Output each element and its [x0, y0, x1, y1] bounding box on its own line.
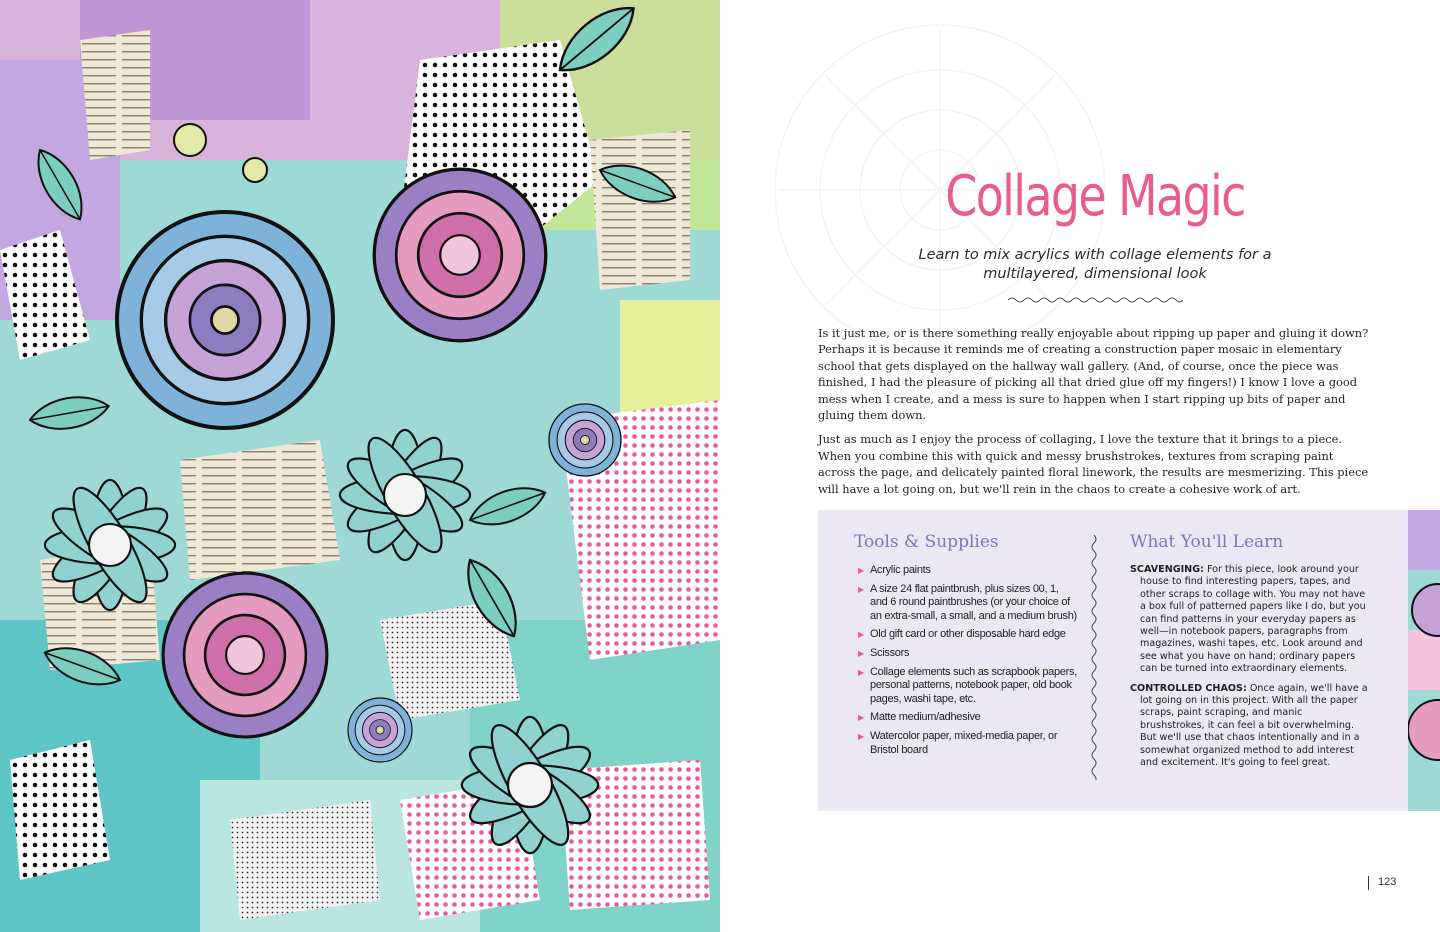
list-item-text: A size 24 flat paintbrush, plus sizes 00, 1, and 6 round paintbrushes (or your choice of an extra-small, a small, and a medium brush): [870, 582, 1077, 622]
list-item-text: Collage elements such as scrapbook papers, personal patterns, notebook paper, old book pages, washi tape, etc.: [870, 665, 1077, 705]
list-item: [858, 730, 1078, 757]
triangle-right-icon: ▶: [858, 648, 864, 658]
triangle-right-icon: ▶: [858, 731, 864, 741]
learn-term: SCAVENGING:: [1130, 564, 1204, 575]
learn-item: [1130, 683, 1370, 770]
list-item-text: Scissors: [870, 646, 910, 659]
wavy-line-icon: [1088, 535, 1100, 780]
page-number-text: 123: [1378, 876, 1397, 888]
learn-term: CONTROLLED CHAOS:: [1130, 682, 1247, 694]
learn-heading: What You'll Learn: [1130, 532, 1284, 552]
list-item-text: Old gift card or other disposable hard edge: [870, 628, 1066, 641]
list-item-text: Watercolor paper, mixed-media paper, or Bristol board: [870, 729, 1058, 756]
list-item: [858, 628, 1078, 642]
learn-item: [1130, 564, 1370, 676]
list-item-text: Matte medium/adhesive: [870, 711, 981, 724]
triangle-right-icon: ▶: [858, 667, 864, 677]
artwork-edge-strip: [1408, 510, 1440, 811]
page-subtitle: Learn to mix acrylics with collage elements for a multilayered, dimensional look: [918, 247, 1272, 282]
list-item: [858, 564, 1078, 578]
tools-list: [858, 564, 1078, 762]
list-item-text: Acrylic paints: [870, 564, 931, 576]
intro-paragraph: Just as much as I enjoy the process of collaging, I love the texture that it brings to a piece. When you combine this with quick and messy brushstrokes, textures from scraping paint across the page, and delicately painted floral linework, the results are mesmerizing. This piece will have a lot going on, but we'll rein in the chaos to create a cohesive work of art.: [818, 432, 1369, 496]
list-item: [858, 647, 1078, 661]
triangle-right-icon: ▶: [858, 713, 864, 723]
learn-text: Once again, we'll have a lot going on in this project. With all the paper scraps, paint scraping, and manic brushstrokes, it can feel a bit overwhelming. But we'll use that chaos intentionally and in a somewhat organized method to add interest and excitement. It's going to feel great.: [1140, 682, 1368, 769]
learn-text: For this piece, look around your house to find interesting papers, tapes, and other scraps to collage with. You may not have a box full of patterned papers like I do, but you can find patterns in your everyday papers as well—in notebook papers, paragraphs from magazines, washi tapes, etc. Look around and see what you have on hand; ordinary papers can be turned into extraordinary elements.: [1140, 564, 1366, 675]
triangle-right-icon: ▶: [858, 584, 864, 594]
intro-text: [818, 325, 1370, 505]
wavy-divider-icon: [1008, 294, 1183, 306]
list-item: [858, 583, 1078, 624]
page-number: [1368, 876, 1396, 888]
list-item: [858, 666, 1078, 707]
intro-paragraph: Is it just me, or is there something really enjoyable about ripping up paper and gluing it down? Perhaps it is because it reminds me of creating a construction paper mosaic in elementary school that gets displayed on the hallway wall gallery. (And, of course, once the piece was finished, I had the pleasure of picking all that dried glue off my fingers!) I know I love a good mess when I create, and a mess is sure to happen when I start ripping up bits of paper and gluing them down.: [818, 326, 1369, 423]
list-item: [858, 711, 1078, 725]
tools-heading: Tools & Supplies: [854, 532, 999, 552]
triangle-right-icon: ▶: [858, 566, 864, 575]
learn-list: [1130, 564, 1370, 777]
triangle-right-icon: ▶: [858, 630, 864, 640]
page-title: Collage Magic: [945, 164, 1245, 229]
